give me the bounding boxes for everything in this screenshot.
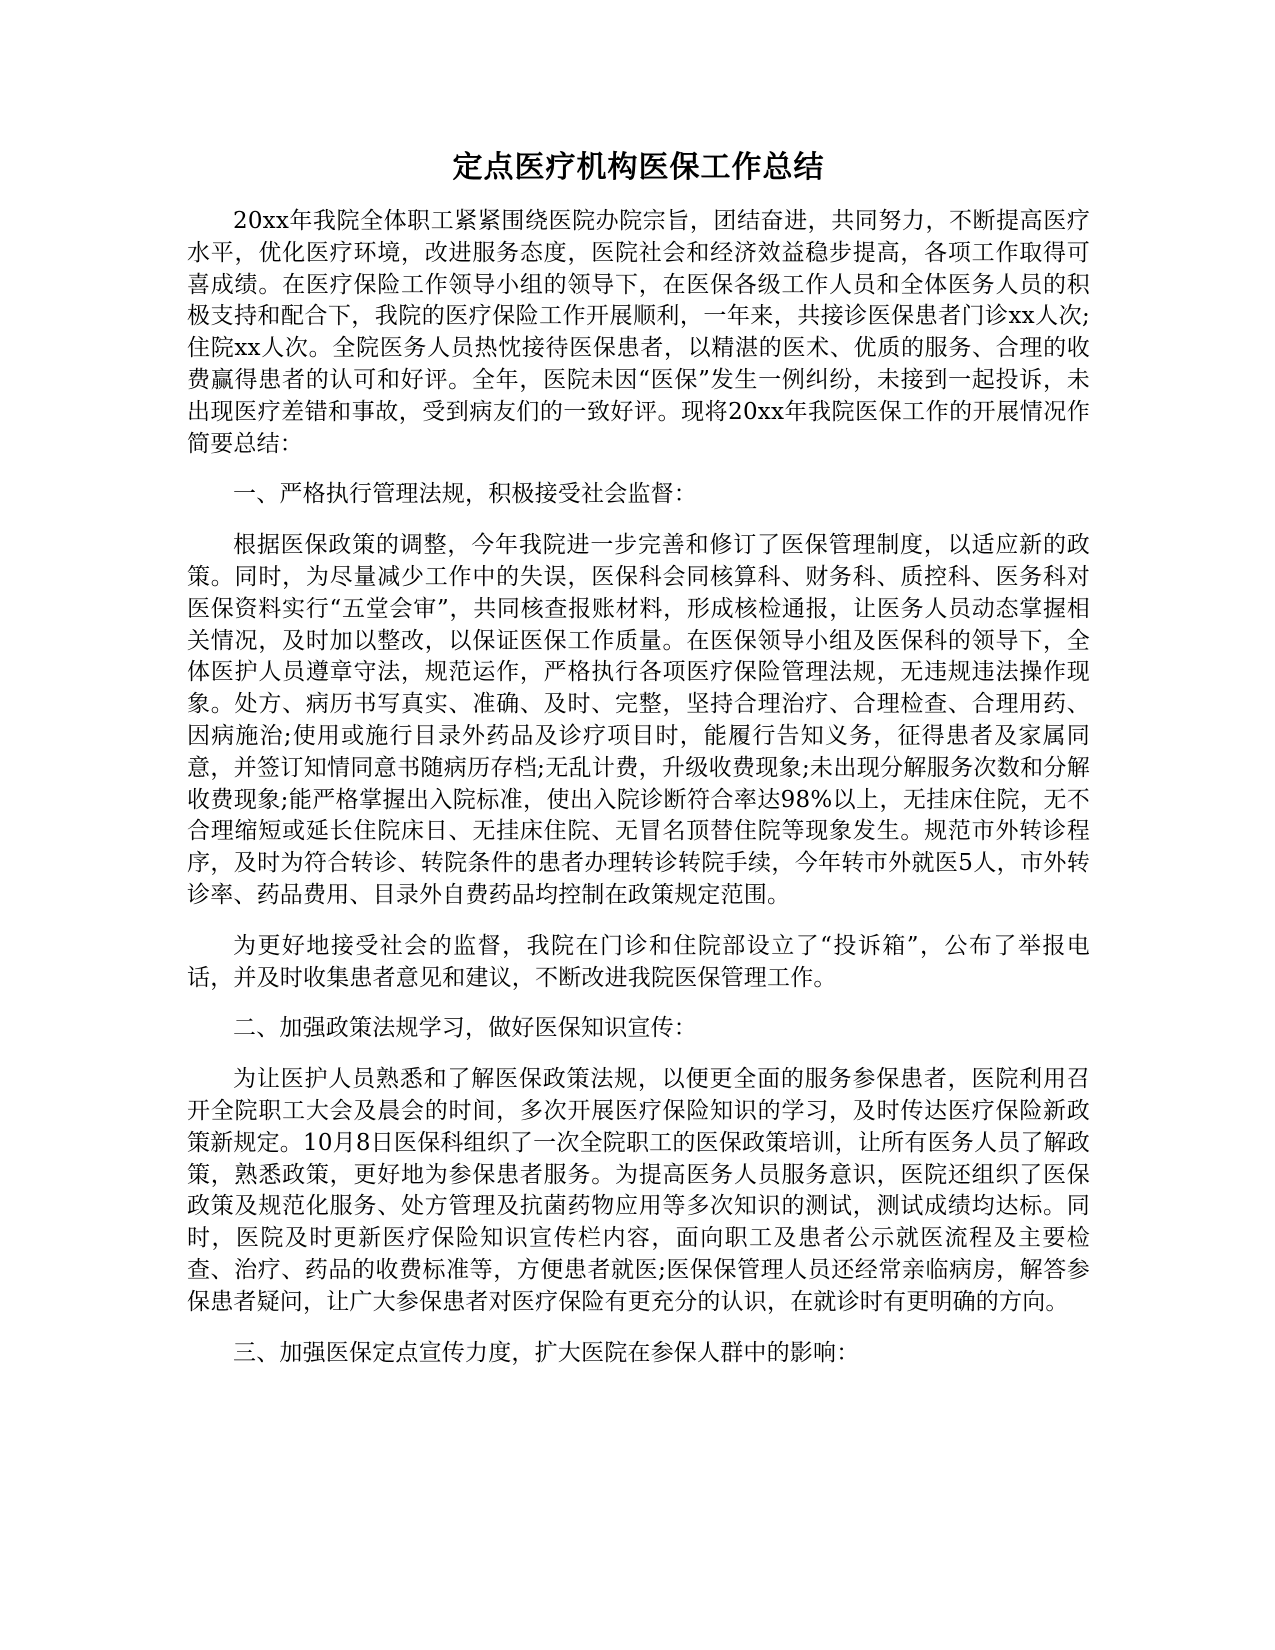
section-1-paragraph-2: 为更好地接受社会的监督，我院在门诊和住院部设立了“投诉箱”，公布了举报电话，并及时收集患者意见和建议，不断改进我院医保管理工作。: [187, 932, 1090, 991]
section-heading-1: 一、严格执行管理法规，积极接受社会监督：: [233, 481, 697, 508]
section-heading-2: 二、加强政策法规学习，做好医保知识宣传：: [233, 1015, 697, 1042]
section-2-paragraph-1: 为让医护人员熟悉和了解医保政策法规，以便更全面的服务参保患者，医院利用召开全院职工大会及晨会的时间，多次开展医疗保险知识的学习，及时传达医疗保险新政策新规定。10月8日医保科组织了一次全院职工的医保政策培训，让所有医务人员了解政策，熟悉政策，更好地为参保患者服务。为提高医务人员服务意识，医院还组织了医保政策及规范化服务、处方管理及抗菌药物应用等多次知识的测试，测试成绩均达标。同时，医院及时更新医疗保险知识宣传栏内容，面向职工及患者公示就医流程及主要检查、治疗、药品的收费标准等，方便患者就医;医保保管理人员还经常亲临病房，解答参保患者疑问，让广大参保患者对医疗保险有更充分的认识，在就诊时有更明确的方向。: [187, 1066, 1090, 1315]
document-page: [187, 0, 1090, 1369]
document-title: 定点医疗机构医保工作总结: [452, 150, 825, 185]
section-1-paragraph-1: 根据医保政策的调整，今年我院进一步完善和修订了医保管理制度，以适应新的政策。同时，为尽量减少工作中的失误，医保科会同核算科、财务科、质控科、医务科对医保资料实行“五堂会审”，共同核查报账材料，形成核检通报，让医务人员动态掌握相关情况，及时加以整改，以保证医保工作质量。在医保领导小组及医保科的领导下，全体医护人员遵章守法，规范运作，严格执行各项医疗保险管理法规，无违规违法操作现象。处方、病历书写真实、准确、及时、完整，坚持合理治疗、合理检查、合理用药、因病施治;使用或施行目录外药品及诊疗项目时，能履行告知义务，征得患者及家属同意，并签订知情同意书随病历存档;无乱计费，升级收费现象;未出现分解服务次数和分解收费现象;能严格掌握出入院标准，使出入院诊断符合率达98%以上，无挂床住院，无不合理缩短或延长住院床日、无挂床住院、无冒名顶替住院等现象发生。规范市外转诊程序，及时为符合转诊、转院条件的患者办理转诊转院手续，今年转市外就医5人，市外转诊率、药品费用、目录外自费药品均控制在政策规定范围。: [187, 532, 1090, 908]
intro-paragraph: 20xx年我院全体职工紧紧围绕医院办院宗旨，团结奋进，共同努力，不断提高医疗水平，优化医疗环境，改进服务态度，医院社会和经济效益稳步提高，各项工作取得可喜成绩。在医疗保险工作领导小组的领导下，在医保各级工作人员和全体医务人员的积极支持和配合下，我院的医疗保险工作开展顺利，一年来，共接诊医保患者门诊xx人次;住院xx人次。全院医务人员热忱接待医保患者，以精湛的医术、优质的服务、合理的收费赢得患者的认可和好评。全年，医院未因“医保”发生一例纠纷，未接到一起投诉，未出现医疗差错和事故，受到病友们的一致好评。现将20xx年我院医保工作的开展情况作简要总结：: [187, 208, 1090, 457]
section-heading-3: 三、加强医保定点宣传力度，扩大医院在参保人群中的影响：: [233, 1339, 860, 1366]
